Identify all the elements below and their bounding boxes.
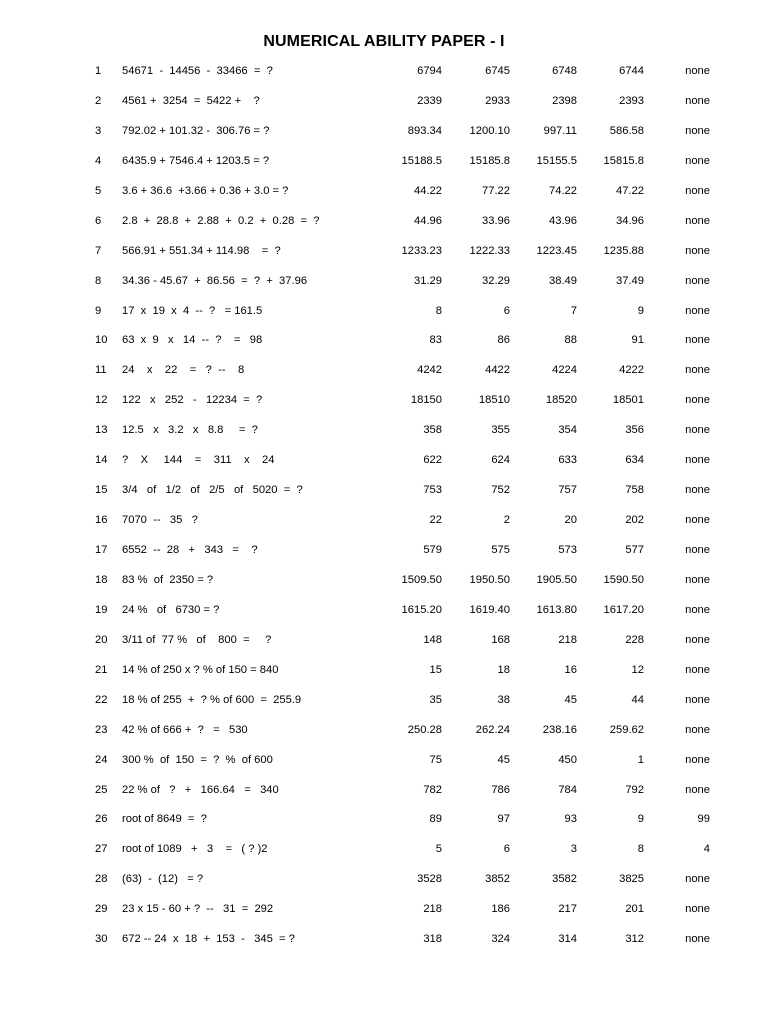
option-a: 148 bbox=[423, 633, 442, 646]
option-d: 259.62 bbox=[609, 723, 644, 736]
question-row bbox=[0, 866, 768, 896]
option-d: 12 bbox=[631, 663, 644, 676]
question-text: (63) - (12) = ? bbox=[122, 873, 204, 886]
option-e: none bbox=[685, 274, 710, 287]
question-number: 15 bbox=[95, 484, 108, 497]
option-c: 997.11 bbox=[543, 124, 577, 137]
question-number: 18 bbox=[95, 573, 108, 586]
option-b: 86 bbox=[497, 334, 510, 347]
option-e: none bbox=[685, 544, 710, 556]
option-a: 75 bbox=[429, 753, 442, 766]
option-e: none bbox=[685, 783, 710, 796]
option-b: 97 bbox=[497, 813, 510, 826]
option-e: none bbox=[685, 65, 710, 77]
option-a: 1233.23 bbox=[401, 244, 442, 257]
option-b: 262.24 bbox=[475, 723, 510, 736]
paper-title: NUMERICAL ABILITY PAPER - I bbox=[263, 33, 505, 50]
question-number: 14 bbox=[95, 454, 108, 467]
option-e: none bbox=[685, 244, 710, 257]
option-d: 228 bbox=[625, 633, 644, 646]
question-number: 1 bbox=[95, 65, 102, 77]
option-e: none bbox=[685, 723, 710, 736]
question-number: 26 bbox=[95, 813, 108, 826]
option-b: 752 bbox=[491, 484, 510, 497]
option-c: 238.16 bbox=[542, 723, 577, 736]
question-number: 5 bbox=[95, 184, 102, 197]
question-text: 3/11 of 77 % of 800 = ? bbox=[122, 633, 272, 646]
option-d: 1590.50 bbox=[603, 573, 644, 586]
option-a: 1509.50 bbox=[401, 573, 442, 586]
question-row bbox=[0, 717, 768, 747]
option-a: 218 bbox=[423, 903, 442, 916]
option-c: 784 bbox=[558, 783, 577, 796]
option-e: none bbox=[685, 454, 710, 467]
question-row bbox=[0, 896, 768, 926]
option-c: 2398 bbox=[552, 94, 577, 107]
option-e: none bbox=[685, 424, 710, 437]
option-c: 43.96 bbox=[549, 214, 577, 227]
option-e: none bbox=[685, 394, 710, 407]
option-b: 6 bbox=[503, 304, 510, 317]
option-b: 1619.40 bbox=[469, 603, 510, 616]
question-text: 83 % of 2350 = ? bbox=[122, 573, 214, 586]
option-a: 1615.20 bbox=[401, 603, 442, 616]
option-a: 31.29 bbox=[414, 274, 442, 287]
option-e: none bbox=[685, 184, 710, 197]
question-row bbox=[0, 627, 768, 657]
option-e: none bbox=[685, 873, 710, 886]
question-number: 6 bbox=[95, 214, 102, 227]
option-b: 45 bbox=[497, 753, 510, 766]
option-d: 34.96 bbox=[616, 214, 644, 227]
question-row bbox=[0, 777, 768, 807]
option-a: 318 bbox=[423, 933, 442, 946]
option-d: 9 bbox=[637, 304, 644, 317]
question-number: 11 bbox=[95, 364, 107, 377]
option-d: 356 bbox=[625, 424, 644, 437]
question-number: 12 bbox=[95, 394, 108, 407]
option-e: none bbox=[685, 573, 710, 586]
option-a: 250.28 bbox=[407, 723, 442, 736]
option-c: 6748 bbox=[552, 65, 577, 77]
option-a: 2339 bbox=[417, 94, 442, 107]
question-text: 3/4 of 1/2 of 2/5 of 5020 = ? bbox=[122, 484, 303, 497]
option-e: none bbox=[685, 154, 710, 167]
question-number: 27 bbox=[95, 843, 108, 856]
question-row bbox=[0, 298, 768, 328]
option-a: 18150 bbox=[410, 394, 442, 407]
question-row bbox=[0, 327, 768, 357]
option-b: 324 bbox=[491, 933, 510, 946]
option-a: 35 bbox=[429, 693, 442, 706]
question-row bbox=[0, 836, 768, 866]
option-a: 83 bbox=[429, 334, 442, 347]
question-text: 122 x 252 - 12234 = ? bbox=[122, 394, 263, 407]
question-text: root of 1089 + 3 = ( ? )2 bbox=[122, 843, 268, 856]
option-b: 1222.33 bbox=[469, 244, 510, 257]
option-e: none bbox=[685, 94, 710, 107]
option-c: 633 bbox=[558, 454, 577, 467]
question-number: 21 bbox=[95, 663, 108, 676]
option-a: 579 bbox=[423, 544, 442, 556]
question-text: root of 8649 = ? bbox=[122, 813, 207, 826]
option-e: none bbox=[685, 903, 710, 916]
option-b: 624 bbox=[491, 454, 510, 467]
option-a: 6794 bbox=[417, 65, 442, 77]
question-row bbox=[0, 597, 768, 627]
option-e: none bbox=[685, 304, 710, 317]
question-row bbox=[0, 178, 768, 208]
option-d: 9 bbox=[637, 813, 644, 826]
option-d: 2393 bbox=[619, 94, 644, 107]
question-row bbox=[0, 357, 768, 387]
option-a: 4242 bbox=[417, 364, 442, 377]
option-a: 15 bbox=[429, 663, 442, 676]
option-d: 312 bbox=[625, 933, 644, 946]
option-d: 18501 bbox=[612, 394, 644, 407]
option-d: 4222 bbox=[619, 364, 644, 377]
option-d: 47.22 bbox=[616, 184, 644, 197]
option-b: 33.96 bbox=[482, 214, 510, 227]
option-e: none bbox=[685, 484, 710, 497]
question-number: 24 bbox=[95, 753, 108, 766]
option-a: 753 bbox=[423, 484, 442, 497]
option-e: none bbox=[685, 693, 710, 706]
question-text: 3.6 + 36.6 +3.66 + 0.36 + 3.0 = ? bbox=[122, 184, 289, 197]
option-b: 18 bbox=[497, 663, 510, 676]
option-b: 38 bbox=[497, 693, 510, 706]
option-d: 44 bbox=[631, 693, 644, 706]
question-row bbox=[0, 687, 768, 717]
question-text: 24 x 22 = ? -- 8 bbox=[122, 364, 245, 377]
option-b: 2933 bbox=[485, 94, 510, 107]
option-c: 20 bbox=[564, 514, 577, 527]
question-row bbox=[0, 477, 768, 507]
option-b: 168 bbox=[491, 633, 510, 646]
option-a: 3528 bbox=[417, 873, 442, 886]
question-number: 2 bbox=[95, 94, 102, 107]
option-b: 6745 bbox=[485, 65, 510, 77]
option-d: 577 bbox=[625, 544, 644, 556]
question-number: 4 bbox=[95, 154, 102, 167]
option-a: 44.22 bbox=[414, 184, 442, 197]
option-b: 355 bbox=[491, 424, 510, 437]
question-text: 34.36 - 45.67 + 86.56 = ? + 37.96 bbox=[122, 274, 308, 287]
option-d: 1617.20 bbox=[603, 603, 644, 616]
option-c: 16 bbox=[564, 663, 577, 676]
question-number: 3 bbox=[95, 124, 102, 137]
option-d: 1 bbox=[637, 753, 644, 766]
question-text: 566.91 + 551.34 + 114.98 = ? bbox=[122, 244, 281, 257]
option-b: 2 bbox=[503, 514, 510, 527]
option-a: 44.96 bbox=[414, 214, 442, 227]
option-d: 586.58 bbox=[609, 124, 644, 137]
option-e: none bbox=[685, 514, 710, 527]
question-text: 12.5 x 3.2 x 8.8 = ? bbox=[122, 424, 258, 437]
question-text: 6552 -- 28 + 343 = ? bbox=[122, 544, 258, 556]
question-number: 10 bbox=[95, 334, 108, 347]
question-number: 17 bbox=[95, 544, 108, 556]
option-b: 186 bbox=[491, 903, 510, 916]
question-text: 4561 + 3254 = 5422 + ? bbox=[122, 94, 260, 107]
question-row bbox=[0, 208, 768, 238]
question-row bbox=[0, 88, 768, 118]
option-b: 786 bbox=[491, 783, 510, 796]
option-a: 5 bbox=[435, 843, 442, 856]
question-text: 63 x 9 x 14 -- ? = 98 bbox=[122, 334, 263, 347]
question-text: 42 % of 666 + ? = 530 bbox=[122, 723, 248, 736]
question-number: 29 bbox=[95, 903, 108, 916]
question-text: 17 x 19 x 4 -- ? = 161.5 bbox=[122, 304, 263, 317]
option-a: 358 bbox=[423, 424, 442, 437]
question-text: 22 % of ? + 166.64 = 340 bbox=[122, 783, 279, 796]
question-number: 30 bbox=[95, 933, 108, 946]
option-e: none bbox=[685, 753, 710, 766]
question-row bbox=[0, 537, 768, 567]
option-c: 1905.50 bbox=[536, 573, 577, 586]
question-number: 23 bbox=[95, 723, 108, 736]
option-b: 32.29 bbox=[482, 274, 510, 287]
question-row bbox=[0, 148, 768, 178]
option-c: 573 bbox=[558, 544, 577, 556]
question-row bbox=[0, 567, 768, 597]
option-d: 6744 bbox=[619, 65, 644, 77]
question-row bbox=[0, 387, 768, 417]
option-c: 38.49 bbox=[549, 274, 577, 287]
option-d: 201 bbox=[625, 903, 644, 916]
option-d: 91 bbox=[631, 334, 644, 347]
question-text: 7070 -- 35 ? bbox=[122, 514, 198, 527]
option-b: 77.22 bbox=[482, 184, 510, 197]
option-c: 217 bbox=[558, 903, 577, 916]
question-number: 20 bbox=[95, 633, 108, 646]
option-e: none bbox=[685, 633, 710, 646]
question-row bbox=[0, 657, 768, 687]
question-number: 19 bbox=[95, 603, 108, 616]
option-e: none bbox=[685, 603, 710, 616]
option-c: 314 bbox=[558, 933, 577, 946]
question-number: 16 bbox=[95, 514, 108, 527]
question-row bbox=[0, 447, 768, 477]
question-text: ? X 144 = 311 x 24 bbox=[122, 454, 275, 467]
option-c: 354 bbox=[558, 424, 577, 437]
question-number: 9 bbox=[95, 304, 102, 317]
option-e: 4 bbox=[703, 843, 710, 856]
question-text: 300 % of 150 = ? % of 600 bbox=[122, 753, 273, 766]
option-a: 15188.5 bbox=[401, 154, 442, 167]
option-e: none bbox=[685, 214, 710, 227]
option-d: 3825 bbox=[619, 873, 644, 886]
option-b: 1950.50 bbox=[469, 573, 510, 586]
option-e: none bbox=[685, 364, 710, 377]
option-c: 88 bbox=[564, 334, 577, 347]
question-row bbox=[0, 58, 768, 88]
option-c: 218 bbox=[558, 633, 577, 646]
option-b: 1200.10 bbox=[469, 124, 510, 137]
option-b: 575 bbox=[491, 544, 510, 556]
option-d: 792 bbox=[625, 783, 644, 796]
option-a: 782 bbox=[423, 783, 442, 796]
option-b: 18510 bbox=[478, 394, 510, 407]
question-row bbox=[0, 926, 768, 956]
option-c: 1613.80 bbox=[536, 603, 577, 616]
option-c: 450 bbox=[558, 753, 577, 766]
option-b: 6 bbox=[503, 843, 510, 856]
option-c: 45 bbox=[564, 693, 577, 706]
option-a: 22 bbox=[429, 514, 442, 527]
option-c: 3582 bbox=[552, 873, 577, 886]
question-text: 23 x 15 - 60 + ? -- 31 = 292 bbox=[122, 903, 274, 916]
option-a: 8 bbox=[435, 304, 442, 317]
question-number: 7 bbox=[95, 244, 102, 257]
option-e: 99 bbox=[697, 813, 710, 826]
option-c: 1223.45 bbox=[536, 244, 577, 257]
question-text: 18 % of 255 + ? % of 600 = 255.9 bbox=[122, 693, 302, 706]
option-e: none bbox=[685, 933, 710, 946]
question-text: 672 -- 24 x 18 + 153 - 345 = ? bbox=[122, 933, 295, 946]
option-c: 74.22 bbox=[549, 184, 577, 197]
question-row bbox=[0, 268, 768, 298]
option-c: 3 bbox=[570, 843, 577, 856]
option-c: 757 bbox=[558, 484, 577, 497]
option-c: 4224 bbox=[552, 364, 577, 377]
option-d: 1235.88 bbox=[603, 244, 644, 257]
option-e: none bbox=[685, 663, 710, 676]
option-c: 15155.5 bbox=[536, 154, 577, 167]
question-row bbox=[0, 747, 768, 777]
option-d: 634 bbox=[625, 454, 644, 467]
option-a: 893.34 bbox=[407, 124, 442, 137]
question-text: 54671 - 14456 - 33466 = ? bbox=[122, 65, 273, 77]
question-text: 2.8 + 28.8 + 2.88 + 0.2 + 0.28 = ? bbox=[122, 214, 320, 227]
option-c: 7 bbox=[570, 304, 577, 317]
question-row bbox=[0, 806, 768, 836]
question-row bbox=[0, 118, 768, 148]
question-row bbox=[0, 507, 768, 537]
option-e: none bbox=[685, 334, 710, 347]
question-text: 14 % of 250 x ? % of 150 = 840 bbox=[122, 663, 279, 676]
option-d: 37.49 bbox=[616, 274, 644, 287]
option-d: 15815.8 bbox=[603, 154, 644, 167]
option-d: 8 bbox=[637, 843, 644, 856]
option-b: 15185.8 bbox=[469, 154, 510, 167]
question-text: 24 % of 6730 = ? bbox=[122, 603, 220, 616]
question-list bbox=[0, 58, 768, 956]
option-c: 18520 bbox=[545, 394, 577, 407]
question-text: 6435.9 + 7546.4 + 1203.5 = ? bbox=[122, 154, 270, 167]
option-e: none bbox=[685, 124, 710, 137]
option-b: 4422 bbox=[485, 364, 510, 377]
option-a: 89 bbox=[429, 813, 442, 826]
question-number: 13 bbox=[95, 424, 108, 437]
question-number: 22 bbox=[95, 693, 108, 706]
question-number: 8 bbox=[95, 274, 102, 287]
option-c: 93 bbox=[564, 813, 577, 826]
question-row bbox=[0, 417, 768, 447]
question-row bbox=[0, 238, 768, 268]
question-number: 25 bbox=[95, 783, 108, 796]
option-a: 622 bbox=[423, 454, 442, 467]
option-d: 202 bbox=[625, 514, 644, 527]
question-text: 792.02 + 101.32 - 306.76 = ? bbox=[122, 124, 270, 137]
question-number: 28 bbox=[95, 873, 108, 886]
option-b: 3852 bbox=[485, 873, 510, 886]
option-d: 758 bbox=[625, 484, 644, 497]
